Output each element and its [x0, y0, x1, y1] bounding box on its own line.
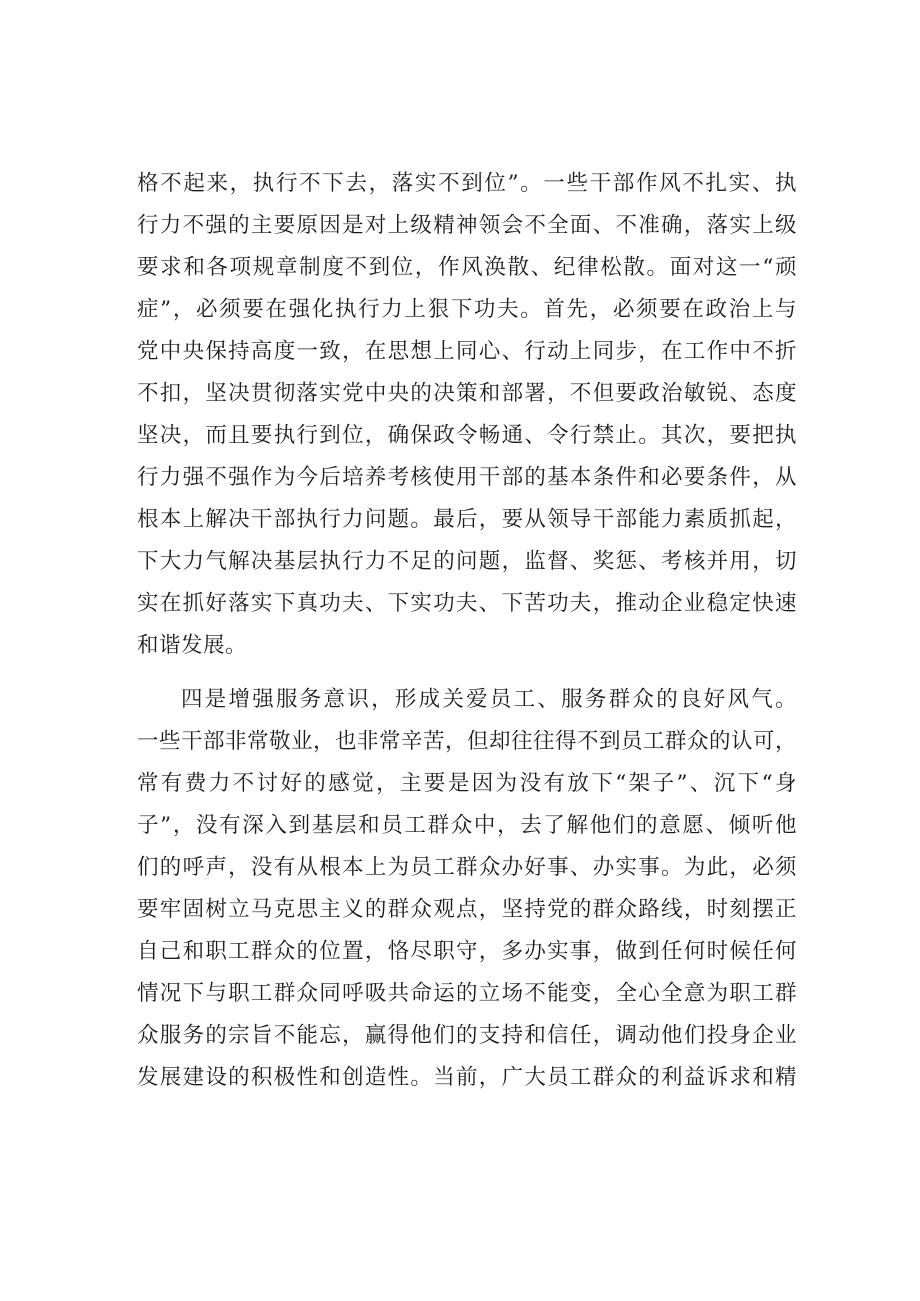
paragraph-line: 不扣，坚决贯彻落实党中央的决策和部署，不但要政治敏锐、态度	[137, 381, 797, 406]
paragraph-line: 格不起来，执行不下去，落实不到位”。一些干部作风不扎实、执	[137, 171, 797, 196]
paragraph-line: 要牢固树立马克思主义的群众观点，坚持党的群众路线，时刻摆正	[137, 897, 797, 922]
paragraph-line: 症”，必须要在强化执行力上狠下功夫。首先，必须要在政治上与	[137, 297, 797, 322]
paragraph-line: 坚决，而且要执行到位，确保政令畅通、令行禁止。其次，要把执	[137, 423, 797, 448]
paragraph-line: 发展建设的积极性和创造性。当前，广大员工群众的利益诉求和精	[137, 1065, 797, 1090]
paragraph-line: 要求和各项规章制度不到位，作风涣散、纪律松散。面对这一“顽	[137, 255, 797, 280]
paragraph-line: 常有费力不讨好的感觉，主要是因为没有放下“架子”、沉下“身	[137, 771, 797, 796]
paragraph-line: 行力不强的主要原因是对上级精神领会不全面、不准确，落实上级	[137, 213, 797, 238]
paragraph-line: 党中央保持高度一致，在思想上同心、行动上同步，在工作中不折	[137, 339, 797, 364]
paragraph-line: 下大力气解决基层执行力不足的问题，监督、奖惩、考核并用，切	[137, 549, 797, 574]
paragraph-line: 根本上解决干部执行力问题。最后，要从领导干部能力素质抓起，	[137, 507, 797, 532]
paragraph-line: 一些干部非常敬业，也非常辛苦，但却往往得不到员工群众的认可，	[137, 729, 798, 754]
paragraph-line: 子”，没有深入到基层和员工群众中，去了解他们的意愿、倾听他	[137, 813, 797, 838]
paragraph-line: 和谐发展。	[137, 633, 248, 658]
paragraph-heading-line: 四是增强服务意识，形成关爱员工、服务群众的良好风气。	[181, 687, 797, 712]
paragraph-line: 行力强不强作为今后培养考核使用干部的基本条件和必要条件，从	[137, 465, 797, 490]
paragraph-line: 情况下与职工群众同呼吸共命运的立场不能变，全心全意为职工群	[137, 981, 797, 1006]
paragraph-line: 自己和职工群众的位置，恪尽职守，多办实事，做到任何时候任何	[137, 939, 797, 964]
paragraph-line: 众服务的宗旨不能忘，赢得他们的支持和信任，调动他们投身企业	[137, 1023, 797, 1048]
paragraph-line: 实在抓好落实下真功夫、下实功夫、下苦功夫，推动企业稳定快速	[137, 591, 797, 616]
paragraph-line: 们的呼声，没有从根本上为员工群众办好事、办实事。为此，必须	[137, 855, 797, 880]
